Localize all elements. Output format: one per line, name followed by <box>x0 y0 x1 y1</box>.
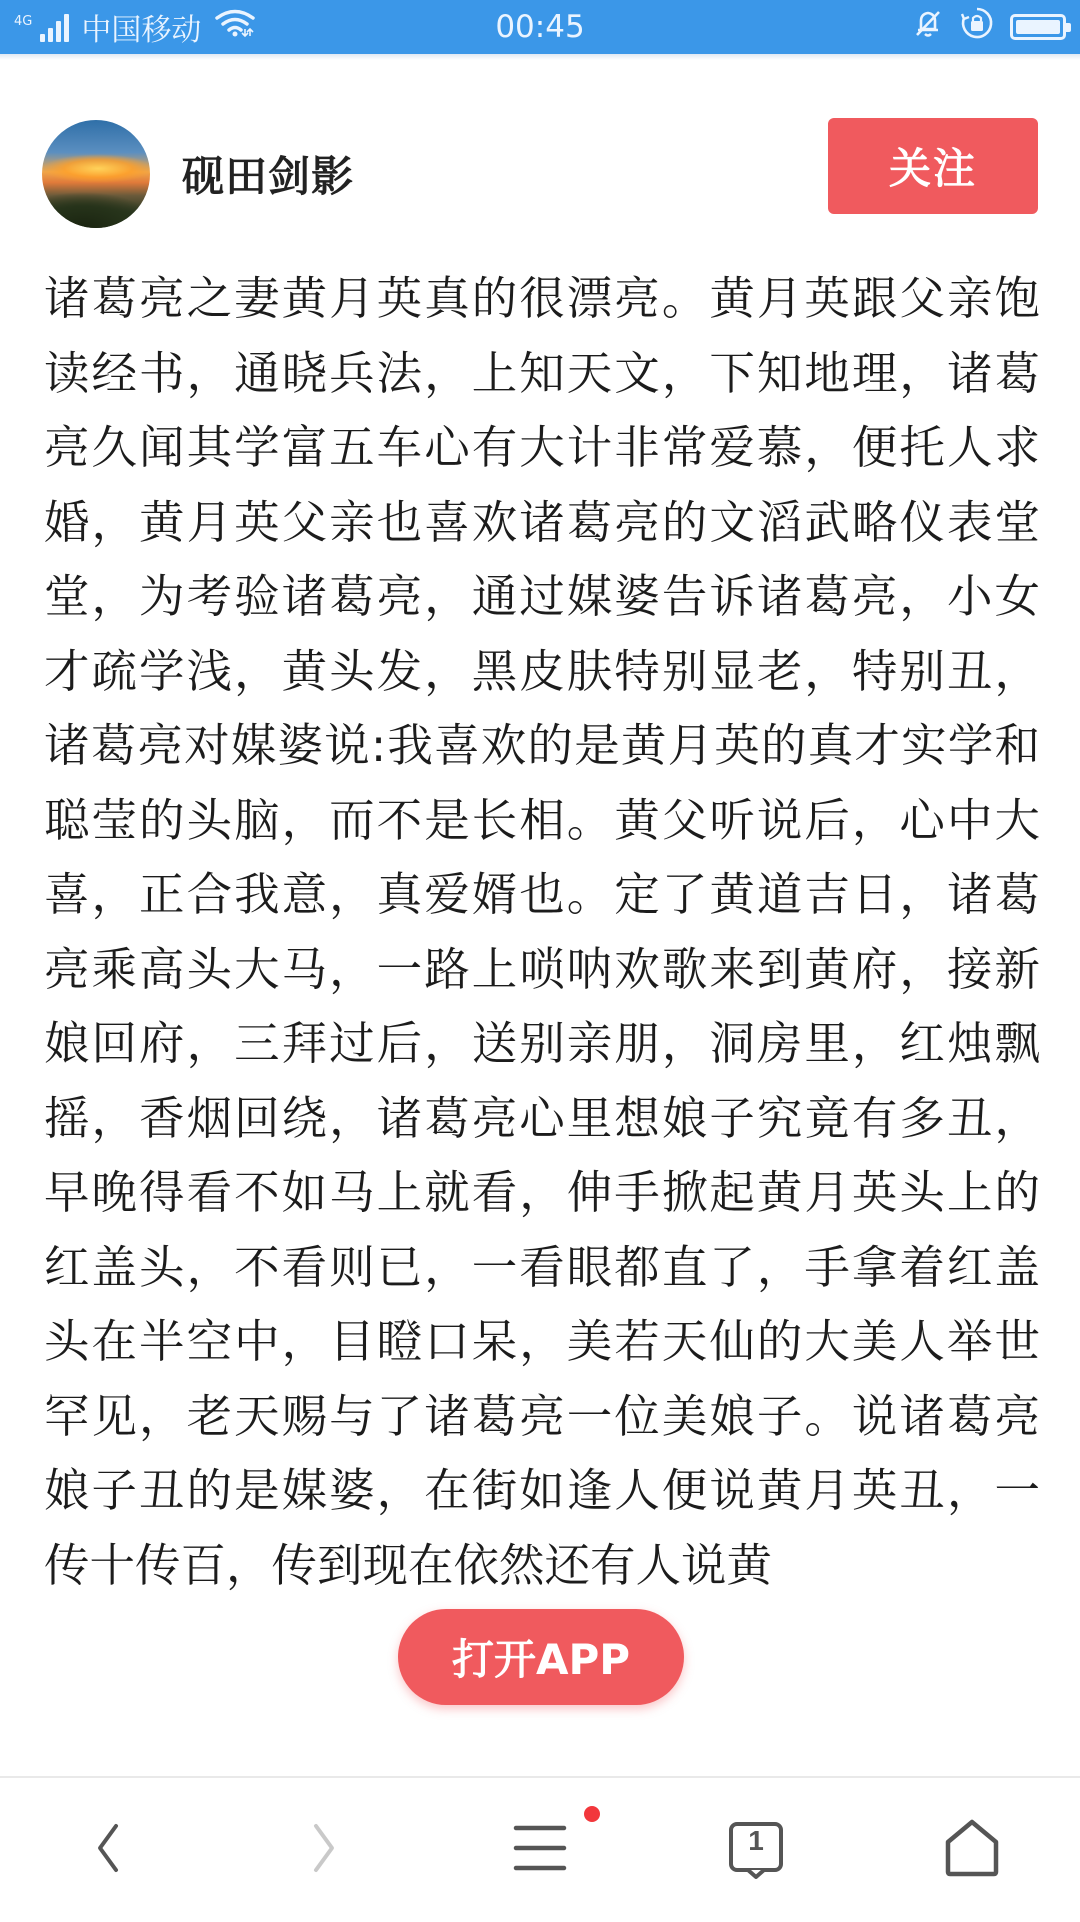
status-shadow <box>0 54 1080 60</box>
forward-button[interactable] <box>216 1778 432 1922</box>
menu-icon <box>512 1820 568 1880</box>
wifi-icon <box>215 9 255 45</box>
tabs-button[interactable] <box>648 1778 864 1922</box>
tabs-icon <box>728 1821 784 1879</box>
back-button[interactable] <box>0 1778 216 1922</box>
open-app-button[interactable]: 打开APP <box>398 1609 684 1705</box>
tab-count: 1 <box>748 1825 764 1856</box>
article-body: 诸葛亮之妻黄月英真的很漂亮。黄月英跟父亲饱读经书，通晓兵法，上知天文，下知地理，诸葛亮久闻其学富五车心有大计非常爱慕，便托人求婚，黄月英父亲也喜欢诸葛亮的文滔武略仪表堂堂，为考验诸葛亮，通过媒婆告诉诸葛亮，小女才疏学浅，黄头发，黑皮肤特别显老，特别丑，诸葛亮对媒婆说:我喜欢的是黄月英的真才实学和聪莹的头脑，而不是长相。黄父听说后，心中大喜，正合我意，真爱婿也。定了黄道吉日，诸葛亮乘高头大马，一路上唢呐欢歌来到黄府，接新娘回府，三拜过后，送别亲朋，洞房里，红烛飘摇，香烟回绕，诸葛亮心里想娘子究竟有多丑，早晚得看不如马上就看，伸手掀起黄月英头上的红盖头，不看则已，一看眼都直了，手拿着红盖头在半空中，目瞪口呆，美若天仙的大美人举世罕见，老天赐与了诸葛亮一位美娘子。说诸葛亮娘子丑的是媒婆，在街如逢人便说黄月英丑，一传十传百，传到现在依然还有人说黄 <box>44 272 1040 1592</box>
follow-button[interactable]: 关注 <box>828 118 1038 214</box>
author-header <box>42 118 1038 230</box>
status-right <box>686 6 1066 48</box>
status-left <box>14 5 394 49</box>
author-name[interactable]: 砚田剑影 <box>182 152 355 201</box>
home-icon <box>940 1818 1004 1882</box>
status-time: 00:45 <box>495 9 585 45</box>
carrier-name: 中国移动 <box>81 13 202 48</box>
notification-dot <box>584 1806 600 1822</box>
menu-button[interactable] <box>432 1778 648 1922</box>
signal-icon <box>40 12 69 42</box>
avatar[interactable] <box>42 120 150 228</box>
mute-bell-icon <box>912 7 944 47</box>
rotation-lock-icon <box>960 6 994 48</box>
bottom-nav <box>0 1776 1080 1920</box>
forward-icon <box>304 1818 344 1882</box>
home-button[interactable] <box>864 1778 1080 1922</box>
battery-icon <box>1010 14 1066 40</box>
network-type-label: 4G <box>14 14 33 29</box>
status-bar <box>0 0 1080 54</box>
back-icon <box>88 1818 128 1882</box>
